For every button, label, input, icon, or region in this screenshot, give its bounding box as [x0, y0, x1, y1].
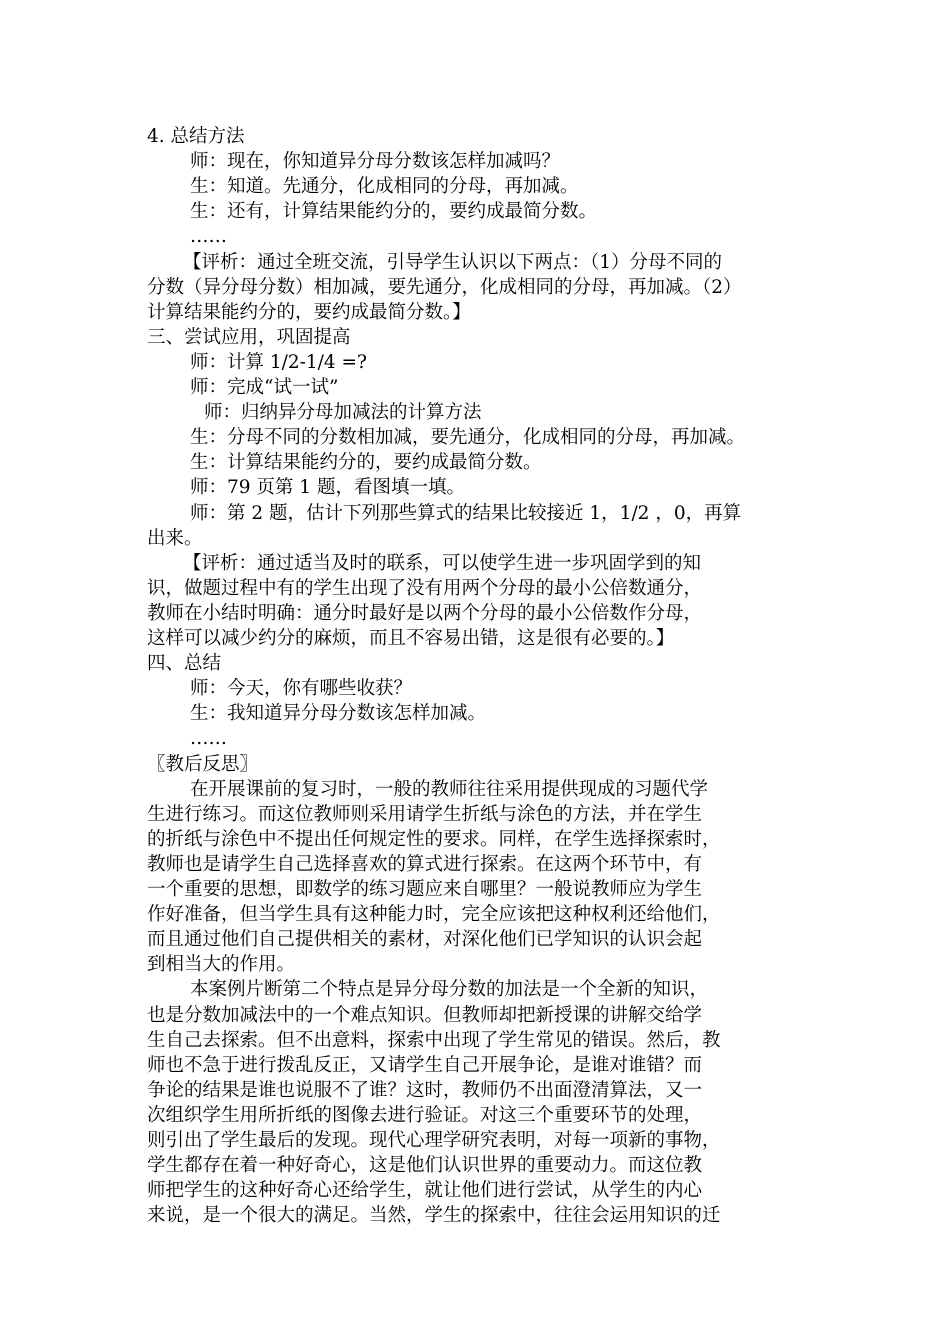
text-line: 的折纸与涂色中不提出任何规定性的要求。同样，在学生选择探索时，: [147, 828, 721, 850]
text-line: 而且通过他们自己提供相关的素材，对深化他们已学知识的认识会起: [147, 929, 703, 951]
text-line: 教师在小结时明确：通分时最好是以两个分母的最小公倍数作分母，: [147, 602, 703, 624]
text-line: 来说，是一个很大的满足。当然，学生的探索中，往往会运用知识的迁: [147, 1205, 721, 1227]
text-line: 在开展课前的复习时，一般的教师往往采用提供现成的习题代学: [190, 778, 709, 800]
text-line: ……: [190, 226, 227, 248]
text-line: 到相当大的作用。: [147, 954, 296, 976]
text-line: 生进行练习。而这位教师则采用请学生折纸与涂色的方法，并在学生: [147, 803, 703, 825]
text-line: 师也不急于进行拨乱反正，又请学生自己开展争论，是谁对谁错？而: [147, 1054, 703, 1076]
text-line: 师：第 2 题，估计下列那些算式的结果比较接近 1，1/2 ，0，再算: [190, 502, 742, 524]
text-line: 生：计算结果能约分的，要约成最简分数。: [190, 452, 542, 474]
text-line: 一个重要的思想，即数学的练习题应来自哪里？一般说教师应为学生: [147, 879, 703, 900]
text-line: 师：79 页第 1 题，看图填一填。: [190, 477, 465, 499]
text-line: 生：我知道异分母分数该怎样加减。: [190, 703, 487, 725]
text-line: 师：计算 1/2-1/4 =?: [190, 351, 367, 373]
text-line: 生自己去探索。但不出意料，探索中出现了学生常见的错误。然后，教: [147, 1029, 721, 1051]
text-line: 次组织学生用所折纸的图像去进行验证。对这三个重要环节的处理，: [147, 1104, 703, 1126]
text-line: ……: [190, 728, 227, 750]
text-line: 师：归纳异分母加减法的计算方法: [204, 402, 482, 424]
text-line: 【评析：通过全班交流，引导学生认识以下两点：（1）分母不同的: [183, 251, 723, 273]
text-line: 这样可以减少约分的麻烦，而且不容易出错，这是很有必要的。】: [147, 628, 675, 649]
text-line: 生：知道。先通分，化成相同的分母，再加减。: [190, 176, 579, 198]
text-line: 师：今天，你有哪些收获？: [190, 678, 413, 700]
text-line: 三、尝试应用，巩固提高: [147, 326, 351, 348]
text-line: 计算结果能约分的，要约成最简分数。】: [147, 301, 471, 323]
text-line: 识，做题过程中有的学生出现了没有用两个分母的最小公倍数通分，: [147, 577, 703, 599]
text-line: 学生都存在着一种好奇心，这是他们认识世界的重要动力。而这位教: [147, 1155, 703, 1177]
text-line: 4. 总结方法: [147, 126, 245, 147]
text-line: 【评析：通过适当及时的联系，可以使学生进一步巩固学到的知: [183, 552, 702, 574]
text-line: 作好准备，但当学生具有这种能力时，完全应该把这种权利还给他们，: [147, 904, 721, 926]
text-line: 〖教后反思〗: [147, 753, 259, 775]
text-line: 本案例片断第二个特点是异分母分数的加法是一个全新的知识，: [190, 979, 709, 1001]
text-line: 师：完成“试一试”: [190, 377, 339, 398]
text-line: 生：还有，计算结果能约分的，要约成最简分数。: [190, 201, 598, 223]
text-line: 生：分母不同的分数相加减，要先通分，化成相同的分母，再加减。: [190, 427, 746, 449]
text-line: 争论的结果是谁也说服不了谁？这时，教师仍不出面澄清算法，又一: [147, 1079, 703, 1101]
text-line: 师把学生的这种好奇心还给学生，就让他们进行尝试，从学生的内心: [147, 1180, 703, 1202]
text-line: 四、总结: [147, 653, 222, 675]
text-line: 师：现在，你知道异分母分数该怎样加减吗？: [190, 151, 561, 173]
text-line: 出来。: [147, 527, 203, 549]
text-line: 教师也是请学生自己选择喜欢的算式进行探索。在这两个环节中，有: [147, 853, 703, 875]
text-line: 也是分数加减法中的一个难点知识。但教师却把新授课的讲解交给学: [147, 1004, 703, 1026]
text-line: 则引出了学生最后的发现。现代心理学研究表明，对每一项新的事物，: [147, 1130, 721, 1151]
text-line: 分数（异分母分数）相加减，要先通分，化成相同的分母，再加减。（2）: [147, 276, 742, 298]
